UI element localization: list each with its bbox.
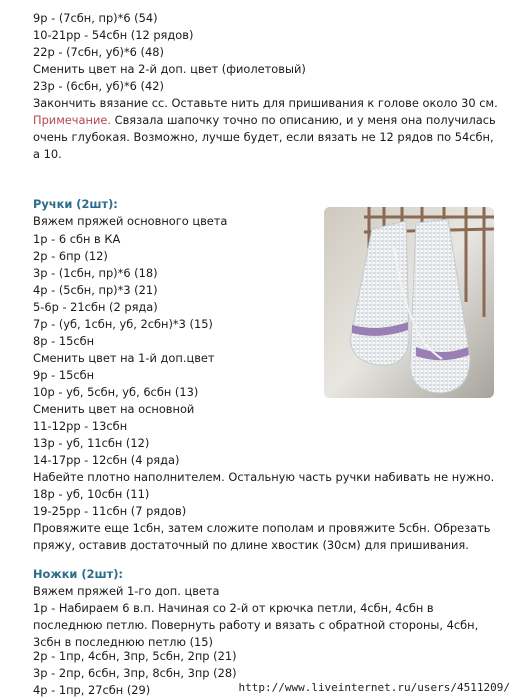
pattern-row: 8р - 15сбн — [33, 334, 95, 348]
pattern-row: Закончить вязание сс. Оставьте нить для пришивания к голове около 30 см. — [33, 96, 498, 110]
pattern-row: 9р - 15сбн — [33, 368, 95, 382]
pattern-row: 2р - 1пр, 4сбн, 3пр, 5сбн, 2пр (21) — [33, 649, 237, 663]
arms-closing: Провяжите еще 1сбн, затем сложите пополам и провяжите 5сбн. Обрезать пряжу, оставив достаточный по длине хвостик (30см) для пришивания. — [33, 521, 491, 552]
pattern-row: Вяжем пряжей 1-го доп. цвета — [33, 584, 220, 598]
pattern-row: 1р - 6 сбн в КА — [33, 232, 121, 246]
pattern-row: 10р - уб, 5сбн, уб, 6сбн (13) — [33, 385, 199, 399]
note-label: Примечание. — [33, 113, 111, 127]
crocheted-arms-photo — [324, 207, 494, 398]
pattern-row: 13р - уб, 11сбн (12) — [33, 436, 150, 450]
pattern-row: 1р - Набираем 6 в.п. Начиная со 2-й от крючка петли, 4сбн, 4сбн в последнюю петлю. Повернуть работу и вязать с обратной стороны, 4сбн, 3сбн в последнюю петлю (15) — [33, 601, 479, 649]
pattern-row: Набейте плотно наполнителем. Остальную часть ручки набивать не нужно. — [33, 470, 495, 484]
pattern-row: 22р - (7сбн, уб)*6 (48) — [33, 45, 164, 59]
pattern-row: 4р - (5сбн, пр)*3 (21) — [33, 283, 158, 297]
pattern-row: 2р - 6пр (12) — [33, 249, 108, 263]
pattern-row: 18р - уб, 10сбн (11) — [33, 487, 150, 501]
pattern-row: 23р - (6сбн, уб)*6 (42) — [33, 79, 164, 93]
photo-illustration — [324, 207, 494, 398]
pattern-row: Сменить цвет на основной — [33, 402, 195, 416]
note-paragraph — [33, 112, 501, 163]
pattern-row: 3р - (1сбн, пр)*6 (18) — [33, 266, 158, 280]
pattern-row: 10-21рр - 54сбн (12 рядов) — [33, 28, 194, 42]
pattern-row: Вяжем пряжей основного цвета — [33, 214, 228, 228]
pattern-row: 11-12рр - 13сбн — [33, 419, 128, 433]
pattern-row: Сменить цвет на 2-й доп. цвет (фиолетовый) — [33, 62, 306, 76]
pattern-row: 4р - 1пр, 27сбн (29) — [33, 683, 151, 697]
pattern-row: 9р - (7сбн, пр)*6 (54) — [33, 11, 158, 25]
note-text: Связала шапочку точно по описанию, и у меня она получилась очень глубокая. Возможно, лучше будет, если вязать не 12 рядов по 54сбн, а 10. — [33, 113, 496, 161]
pattern-row: 14-17рр - 12сбн (4 ряда) — [33, 453, 180, 467]
pattern-row: 7р - (уб, 1сбн, уб, 2сбн)*3 (15) — [33, 317, 213, 331]
pattern-row: 5-6р - 21сбн (2 ряда) — [33, 300, 158, 314]
legs-heading: Ножки (2шт): — [33, 567, 123, 581]
arms-heading: Ручки (2шт): — [33, 197, 118, 211]
pattern-row: Сменить цвет на 1-й доп.цвет — [33, 351, 215, 365]
watermark-url: http://www.liveinternet.ru/users/4511209/ — [238, 681, 510, 694]
pattern-row: 19-25рр - 11сбн (7 рядов) — [33, 504, 187, 518]
pattern-row: 3р - 2пр, 6сбн, 3пр, 8сбн, 3пр (28) — [33, 666, 237, 680]
